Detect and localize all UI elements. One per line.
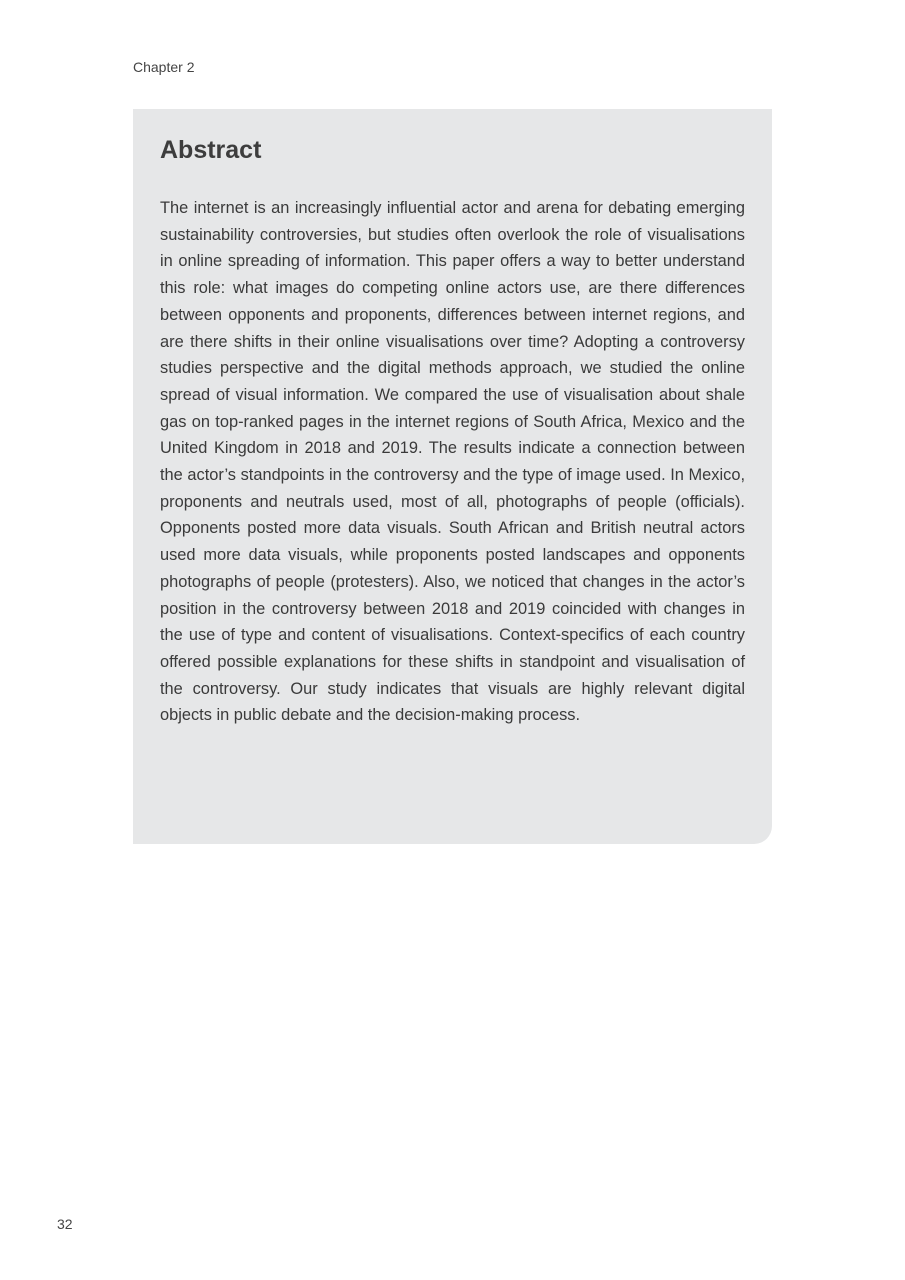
page-number: 32 — [57, 1216, 73, 1232]
abstract-heading: Abstract — [160, 136, 262, 164]
running-header: Chapter 2 — [133, 59, 195, 75]
abstract-body: The internet is an increasingly influential actor and arena for debating emerging sustainability controversies, but studies often overlook the role of visualisations in online spreading of information. This paper offers a way to better understand this role: what images do competing online actors use, are there differences between opponents and proponents, differences between internet regions, and are there shifts in their online visualisations over time? Adopting a controversy studies perspective and the digital methods approach, we studied the online spread of visual information. We compared the use of visualisation about shale gas on top-ranked pages in the internet regions of South Africa, Mexico and the United Kingdom in 2018 and 2019. The results indicate a connection between the actor’s standpoints in the controversy and the type of image used. In Mexico, proponents and neutrals used, most of all, photographs of people (officials). Opponents posted more data visuals. South African and British neutral actors used more data visuals, while proponents posted landscapes and opponents photographs of people (protesters). Also, we noticed that changes in the actor’s position in the controversy between 2018 and 2019 coincided with changes in the use of type and content of visualisations. Context-specifics of each country offered possible explanations for these shifts in standpoint and visualisation of the controversy. Our study indicates that visuals are highly relevant digital objects in public debate and the decision-making process. — [160, 199, 745, 725]
abstract-box — [133, 109, 772, 844]
